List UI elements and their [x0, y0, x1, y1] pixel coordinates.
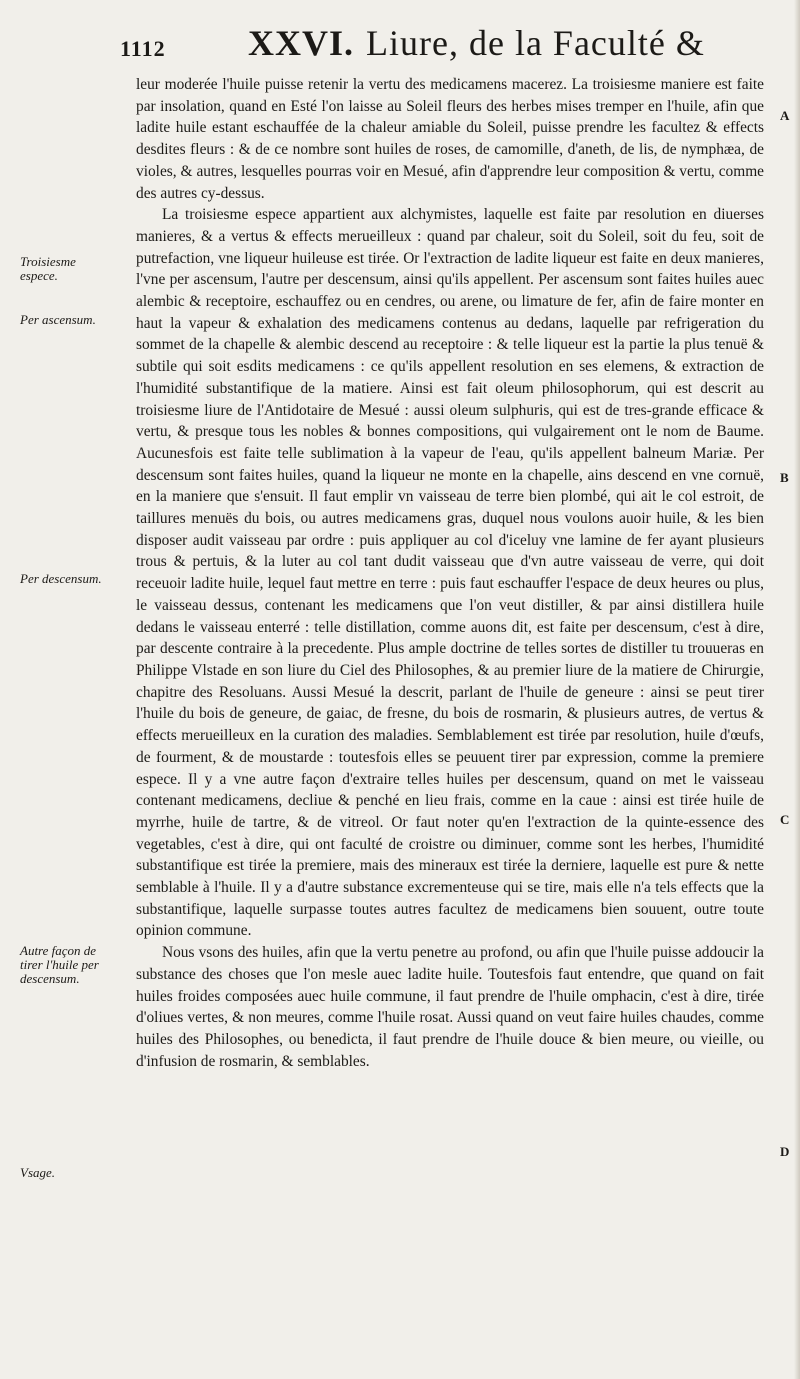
margin-note-per-descensum: Per descensum. [20, 571, 102, 586]
paragraph-3: Nous vsons des huiles, afin que la vertu penetre au profond, ou afin que l'huile puisse addoucir la substance des choses que l'on mesle auec ladite huile. Toutesfois faut entendre, que quand on fait huiles froides composées auec huile commune, il faut prendre de l'huile omphacin, c'est à dire, tirée d'oliues vertes, & non meures, comme l'huile rosat. Aussi quand on veut faire huiles chaudes, comme huiles des Philosophes, ou benedicta, il faut prendre de l'huile douce & bien meure, ou vieille, ou d'infusion de rosmarin, & semblables. [136, 944, 764, 1070]
paragraph-2: La troisiesme espece appartient aux alchymistes, laquelle est faite par resolution en diuerses manieres, & a vertus & effects merueilleux : quand par chaleur, soit du Soleil, soit du feu, soit de putrefaction, vne liqueur huileuse est tirée. Or l'extraction de ladite liqueur est faite en deux manieres, l'vne per ascensum, l'autre per descensum, ainsi qu'ils appellent. Per ascensum sont faites huiles auec alembic & receptoire, eschauffez ou en cendres, ou arene, ou limature de fer, afin de faire monter en haut la vapeur & exhalation des medicamens contenus au dedans, laquelle par refrigeration du sommet de la chapelle & alembic descend au receptoire : & telle liqueur est la partie la plus tenuë & subtile qui soit esdits medicamens : ce qu'ils appellent resolution en ses elemens, & extraction de l'humidité substantifique de la matiere. Ainsi est fait oleum philosophorum, qui est descrit au troisiesme liure de l'Antidotaire de Mesué : aussi oleum sulphuris, qui est de tres-grande efficace & vertu, & presque tous les nobles & bonnes compositions, qui vulgairement ont le nom de Baume. Aucunesfois est faite telle sublimation à la vapeur de l'eau, qu'ils appellent balneum Mariæ. Per descensum sont faites huiles, quand la liqueur ne monte en la chapelle, ains descend en vne cornuë, en la maniere que s'ensuit. Il faut emplir vn vaisseau de terre bien plombé, qui ait le col estroit, de taillures menuës du bois, ou autres medicamens gras, duquel nous voulons auoir huile, & les bien disposer audit vaisseau par ordre : puis appliquer au col d'iceluy vne lamine de fer ayant plusieurs trous & pertuis, & la luter au col tant dudit vaisseau que d'vn autre vaisseau de verre, qui doit receuoir ladite huile, lequel faut mettre en terre : puis faut eschauffer l'espace de deux heures ou plus, le vaisseau dessus, contenant les medicamens que l'on veut distiller, & par ainsi distillera huile dedans le vaisseau enterré : telle distillation, comme auons dit, est faite per descensum, c'est à dire, par descente contraire à la precedente. Plus ample doctrine de telles sortes de distiller tu trouueras en Philippe Vlstade en son liure du Ciel des Philosophes, & au premier liure de la matiere de Chirurgie, chapitre des Resoluans. Aussi Mesué la descrit, parlant de l'huile de geneure : ainsi se peut tirer l'huile du bois de geneure, de gaiac, de fresne, du bois de rosmarin, & plusieurs autres, de vertus & effects merueilleux en la curation des maladies. Semblablement est tirée par resolution, huile d'œufs, de fourment, & de moustarde : toutesfois elles se peuuent tirer par expression, comme la premiere espece. Il y a vne autre façon d'extraire telles huiles per descensum, quand on met le vaisseau contenant medicamens, decliue & penché en lieu frais, comme en la caue : ainsi est tirée huile de myrrhe, huile de tartre, & de vitreol. Or faut noter qu'en l'extraction de la quinte-essence des vegetables, c'est à dire, qui ont faculté de croistre ou diminuer, comme sont les herbes, l'humidité substantifique est tirée la premiere, mais des mineraux est tirée la derniere, laquelle est pure & nette semblable à l'huile. Il y a d'autre substance excrementeuse qui se tire, mais elle n'a tels effects que la substantifique, laquelle surpasse toutes autres facultez de medicamens bien souuent, outre toute opinion commune. [136, 206, 764, 940]
margin-note-vsage: Vsage. [20, 1165, 56, 1180]
page-header [120, 22, 760, 78]
section-letter-d: D [780, 1144, 790, 1159]
book-number: XXVI. [248, 23, 355, 63]
section-letter-c: C [780, 812, 790, 827]
margin-notes [0, 0, 120, 1379]
running-title-text: Liure, de la Faculté & [366, 23, 705, 63]
paragraph-1: leur moderée l'huile puisse retenir la vertu des medicamens macerez. La troisiesme maniere est faite par insolation, quand en Esté l'on laisse au Soleil fleurs des herbes mises tremper en l'huile, afin que ladite huile estant eschauffée de la chaleur amiable du Soleil, puisse prendre les facultez & effects desdites fleurs : & de ce nombre sont huiles de roses, de camomille, d'aneth, de lis, de nymphæa, de violes, & autres, lesquelles pourras voir en Mesué, afin d'apprendre leur composition & vertu, comme des autres cy-dessus. [136, 76, 764, 202]
page-edge-shadow [794, 0, 800, 1379]
page-number: 1112 [120, 36, 166, 61]
margin-note-autre-facon: Autre façon de tirer l'huile per descensum. [20, 943, 99, 986]
section-letter-a: A [780, 108, 790, 123]
margin-note-troisiesme-espece: Troisiesme espece. [20, 254, 76, 283]
body-text [136, 74, 764, 1072]
section-letter-b: B [780, 470, 789, 485]
margin-note-per-ascensum: Per ascensum. [20, 312, 96, 327]
running-title [248, 22, 705, 64]
